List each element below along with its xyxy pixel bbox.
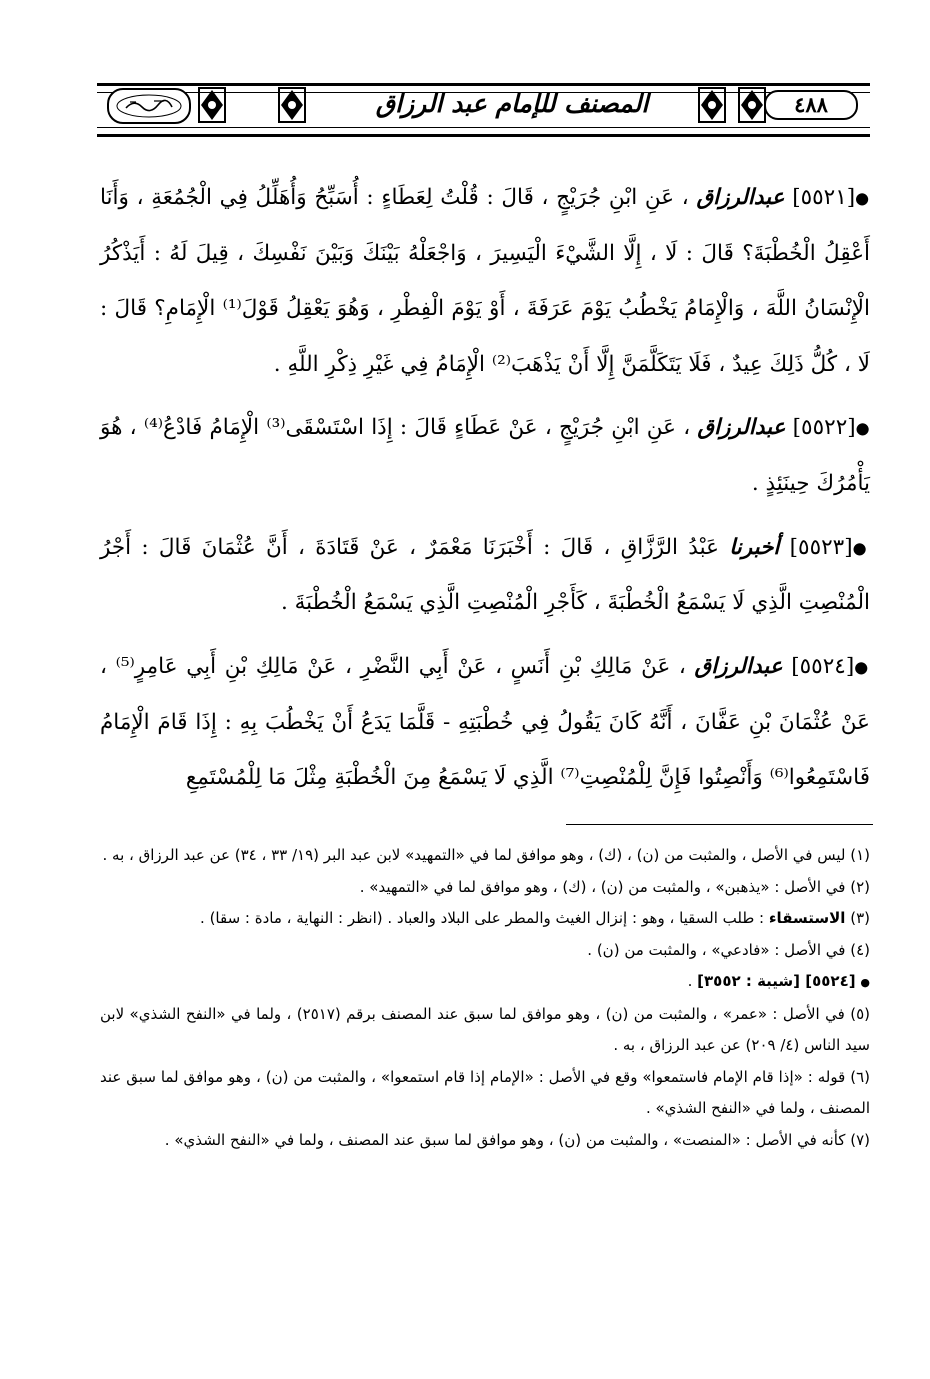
book-title: المصنف للإمام عبد الرزاق (375, 89, 649, 118)
footnote-marker: (٤) (850, 940, 870, 959)
footnote-text: في الأصل : «فادعي» ، والمثبت من (ن) . (587, 940, 846, 959)
page-header (97, 83, 870, 137)
footnote-text: في الأصل : «يذهبن» ، والمثبت من (ن) ، (ك) ، وهو موافق لما في «التمهيد» . (359, 877, 846, 896)
footnote-term: الاستسقاء (768, 909, 846, 927)
footnote-text: : طلب السقيا ، وهو : إنزال الغيث والمطر على البلاد والعباد . (انظر : النهاية ، مادة : سقا) . (200, 909, 765, 927)
footnote (100, 999, 870, 1062)
hadith-author: أخبرنا (729, 534, 780, 560)
footnote-text: قوله : «إذا قام الإمام فاستمعوا» وقع في الأصل : «الإمام إذا قام استمعوا» ، والمثبت من (ن) ، وهو موافق لما سبق عند المصنف ، ولما في «النفح الشذي» . (100, 1067, 870, 1117)
footnote-text: كأنه في الأصل : «المنصت» ، والمثبت من (ن) ، وهو موافق لما سبق عند المصنف ، ولما في «النفح الشذي» . (164, 1130, 846, 1149)
hadith-text: ، عَنِ ابْنِ جُرَيْجٍ ، قَالَ : قُلْتُ لِعَطَاءٍ : أُسَبِّحُ وَأُهَلِّلُ فِي الْجُمُعَةِ ، وَأَنَا أَعْقِلُ الْخُطْبَةَ؟ قَالَ : لَا ، إِلَّا الشَّيْءَ الْيَسِيرَ ، وَاجْعَلْهُ بَيْنَكَ وَبَيْنَ نَفْسِكَ ، قِيلَ لَهُ : أَيَذْكُرُ الْإِنْسَانُ اللَّهَ ، وَالْإِمَامُ يَخْطُبُ يَوْمَ عَرَفَةَ ، أَوْ يَوْمَ الْفِطْرِ ، وَهُوَ يَعْقِلُ قَوْلَ⁽¹⁾ الْإِمَامِ؟ قَالَ : لَا ، كُلُّ ذَلِكَ عِيدٌ ، فَلَا يَتَكَلَّمَنَّ إِلَّا أَنْ يَذْهَبَ⁽²⁾ الْإِمَامُ فِي غَيْرِ ذِكْرِ اللَّهِ . (100, 185, 870, 377)
hadith-text: ، عَنِ ابْنِ جُرَيْجٍ ، عَنْ عَطَاءٍ قَالَ : إِذَا اسْتَسْقَى⁽³⁾ الْإِمَامُ فَادْعُ⁽⁴⁾ ، هُوَ يَأْمُرُكَ حِينَئِذٍ . (100, 415, 870, 496)
footnote (100, 840, 870, 872)
footnote-marker: (٣) (850, 909, 870, 927)
hadith-number: [٥٥٢٤] (791, 653, 855, 679)
footnote-marker: (٥) (850, 1004, 870, 1023)
hadith-paragraph (100, 639, 870, 806)
page-number: ٤٨٨ (764, 90, 858, 120)
ornament-icon (197, 86, 227, 124)
footnote-divider (566, 824, 873, 825)
footnote-marker: (٧) (850, 1130, 870, 1149)
bullet-icon: ● (855, 418, 870, 438)
ornament-icon (697, 86, 727, 124)
footnote-marker: (١) (850, 846, 870, 864)
footnote (100, 1062, 870, 1125)
hadith-text-body (100, 170, 870, 814)
hadith-paragraph (100, 520, 870, 631)
bullet-icon: ● (860, 976, 870, 989)
hadith-text: عَبْدُ الرَّزَّاقِ ، قَالَ : أَخْبَرَنَا مَعْمَرٌ ، عَنْ قَتَادَةَ ، أَنَّ عُثْمَانَ قَالَ : أَجْرُ الْمُنْصِتِ الَّذِي لَا يَسْمَعُ الْخُطْبَةَ ، كَأَجْرِ الْمُنْصِتِ الَّذِي يَسْمَعُ الْخُطْبَةَ . (100, 534, 870, 616)
footnote-marker: (٦) (850, 1067, 870, 1086)
footnote (100, 903, 870, 935)
footnote-text: ليس في الأصل ، والمثبت من (ن) ، (ك) ، وهو موافق لما في «التمهيد» لابن عبد البر (١٩/ ٣٣ ، ٣٤) عن عبد الرزاق ، به . (102, 846, 846, 864)
hadith-author: عبدالرزاق (697, 415, 786, 441)
source-reference-text: [٥٥٢٤] [شيبة : ٣٥٥٢] (697, 972, 856, 990)
ornament-icon (737, 86, 767, 124)
bullet-icon: ● (855, 188, 870, 208)
source-reference (100, 966, 870, 999)
footnote (100, 1125, 870, 1157)
hadith-number: [٥٥٢٣] (789, 534, 853, 560)
hadith-paragraph (100, 400, 870, 511)
hadith-author: عبدالرزاق (694, 653, 783, 679)
seal-icon (114, 93, 184, 119)
footnote-marker: (٢) (850, 877, 870, 896)
hadith-text: ، عَنْ مَالِكِ بْنِ أَنَسٍ ، عَنْ أَبِي النَّضْرِ ، عَنْ مَالِكِ بْنِ أَبِي عَامِرٍ⁽⁵⁾ ، عَنْ عُثْمَانَ بْنِ عَفَّانَ ، أَنَّهُ كَانَ يَقُولُ فِي خُطْبَتِهِ - قَلَّمَا يَدَعُ أَنْ يَخْطُبَ بِهِ : إِذَا قَامَ الْإِمَامُ فَاسْتَمِعُوا⁽⁶⁾ وَأَنْصِتُوا فَإِنَّ لِلْمُنْصِتِ⁽⁷⁾ الَّذِي لَا يَسْمَعُ مِنَ الْخُطْبَةِ مِثْلَ مَا لِلْمُسْتَمِعِ (100, 653, 870, 790)
bullet-icon: ● (854, 657, 870, 676)
footnotes (100, 840, 870, 1156)
footnote-text: في الأصل : «عمر» ، والمثبت من (ن) ، وهو موافق لما سبق عند المصنف برقم (٢٥١٧) ، ولما في «النفح الشذي» لابن سيد الناس (٤/ ٢٠٩) عن عبد الرزاق ، به . (100, 1004, 870, 1054)
ornament-icon (277, 86, 307, 124)
bullet-icon: ● (852, 537, 871, 557)
hadith-number: [٥٥٢٢] (792, 415, 856, 441)
book-seal-logo (107, 88, 191, 124)
hadith-number: [٥٥٢١] (792, 185, 856, 210)
hadith-author: عبدالرزاق (696, 185, 785, 210)
footnote (100, 872, 870, 904)
footnote (100, 935, 870, 967)
footnote-text: . (687, 972, 693, 990)
hadith-paragraph (100, 170, 870, 392)
